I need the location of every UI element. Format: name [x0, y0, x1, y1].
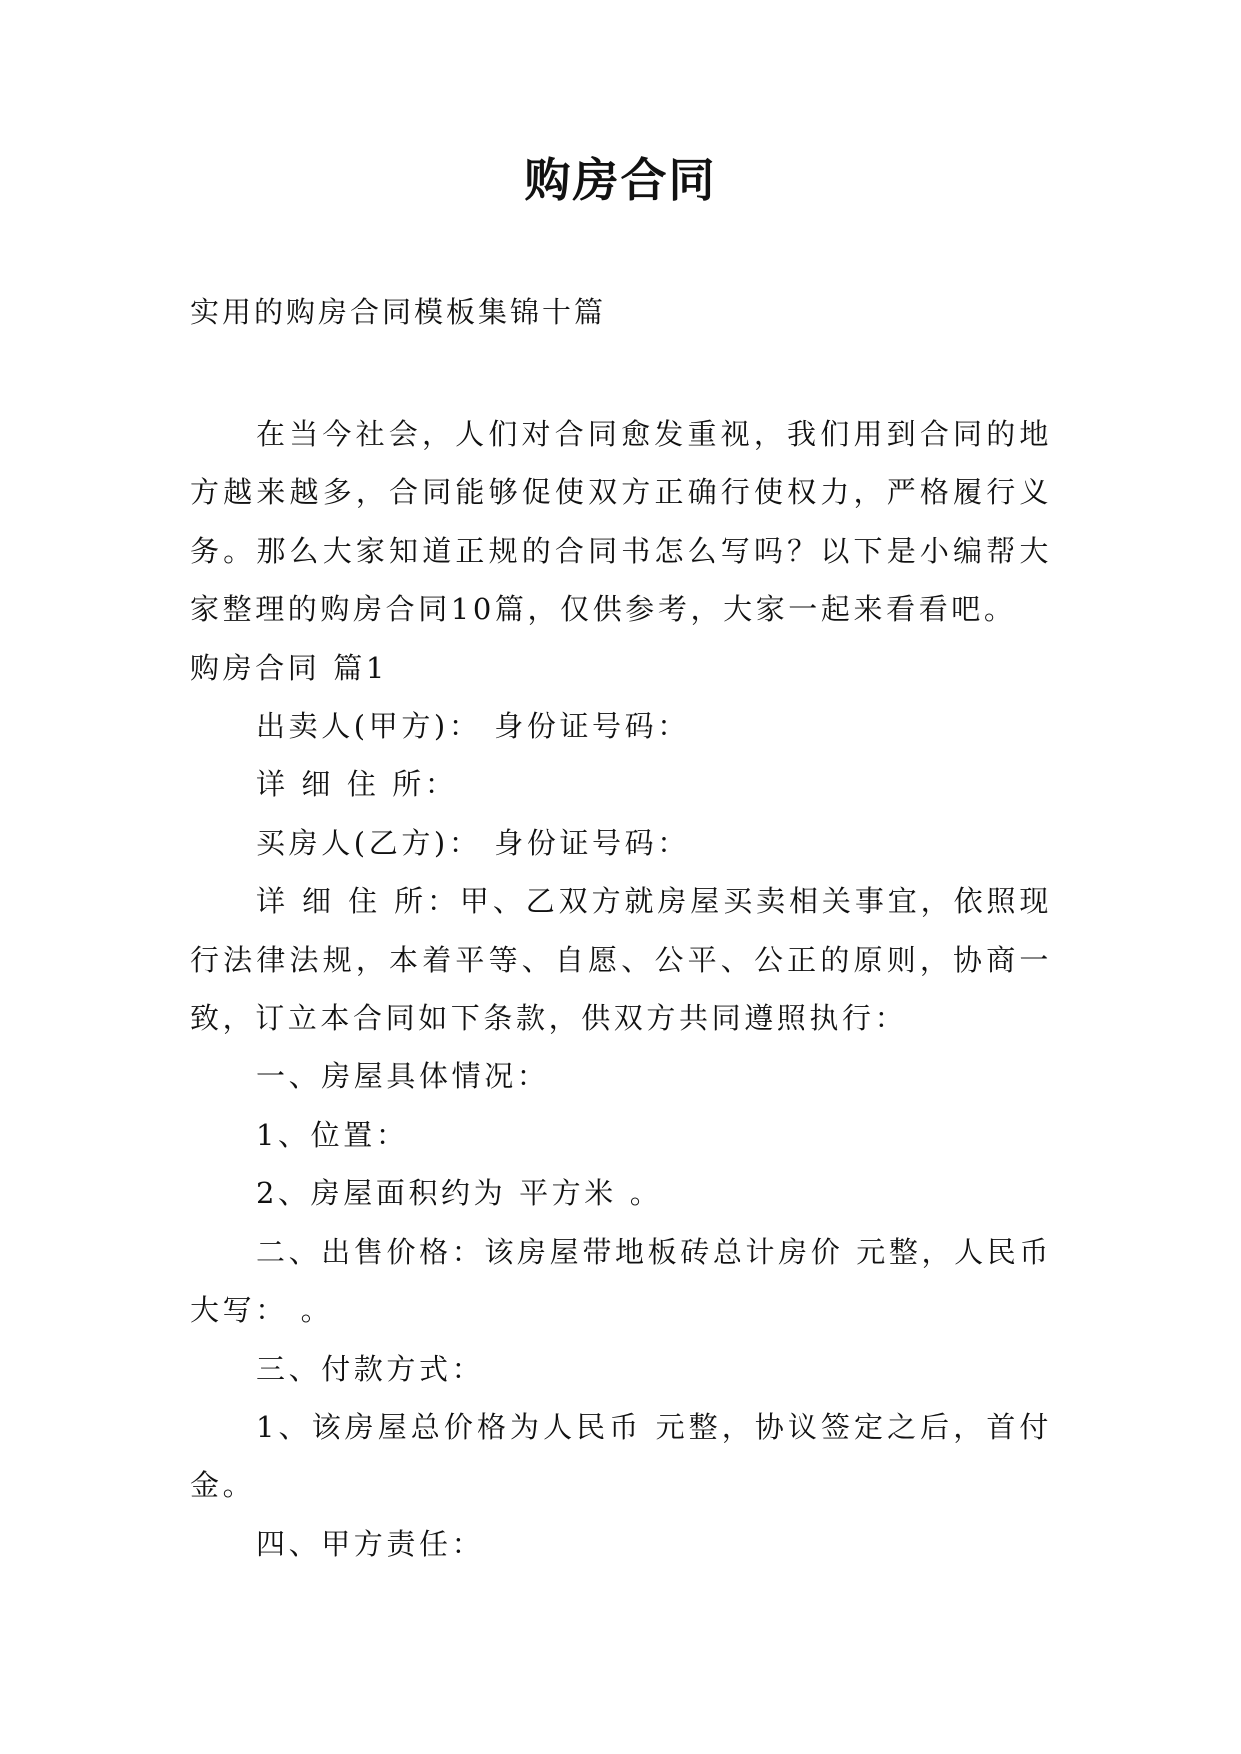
clause-item-location: 1、位置：: [256, 1117, 409, 1152]
clause-heading-3: 三、付款方式：: [256, 1351, 485, 1386]
document-title: 购房合同: [524, 153, 717, 207]
intro-paragraph: 在当今社会，人们对合同愈发重视，我们用到合同的地方越来越多，合同能够促使双方正确行使权力，严格履行义务。那么大家知道正规的合同书怎么写吗？以下是小编帮大家整理的购房合同10篇，仅供参考，大家一起来看看吧。: [190, 417, 1052, 627]
seller-line: 出卖人(甲方)： 身份证号码：: [256, 709, 690, 744]
clause-heading-1: 一、房屋具体情况：: [256, 1059, 550, 1094]
clause-item-area: 2、房屋面积约为 平方米 。: [256, 1176, 663, 1211]
clause-heading-4: 四、甲方责任：: [256, 1526, 485, 1561]
document-subtitle: 实用的购房合同模板集锦十篇: [190, 295, 607, 329]
clause-heading-2: 二、出售价格：该房屋带地板砖总计房价 元整，人民币大写： 。: [190, 1234, 1052, 1328]
clause-item-payment: 1、该房屋总价格为人民币 元整，协议签定之后，首付金。: [190, 1409, 1052, 1503]
document-body: [190, 405, 1052, 1573]
section-heading: 购房合同 篇1: [190, 650, 388, 685]
buyer-address-paragraph: 详 细 住 所：甲、乙双方就房屋买卖相关事宜，依照现行法律法规，本着平等、自愿、公平、公正的原则，协商一致，订立本合同如下条款，供双方共同遵照执行：: [190, 884, 1052, 1036]
buyer-line: 买房人(乙方)： 身份证号码：: [256, 825, 690, 860]
seller-address-line: 详 细 住 所：: [256, 767, 458, 802]
